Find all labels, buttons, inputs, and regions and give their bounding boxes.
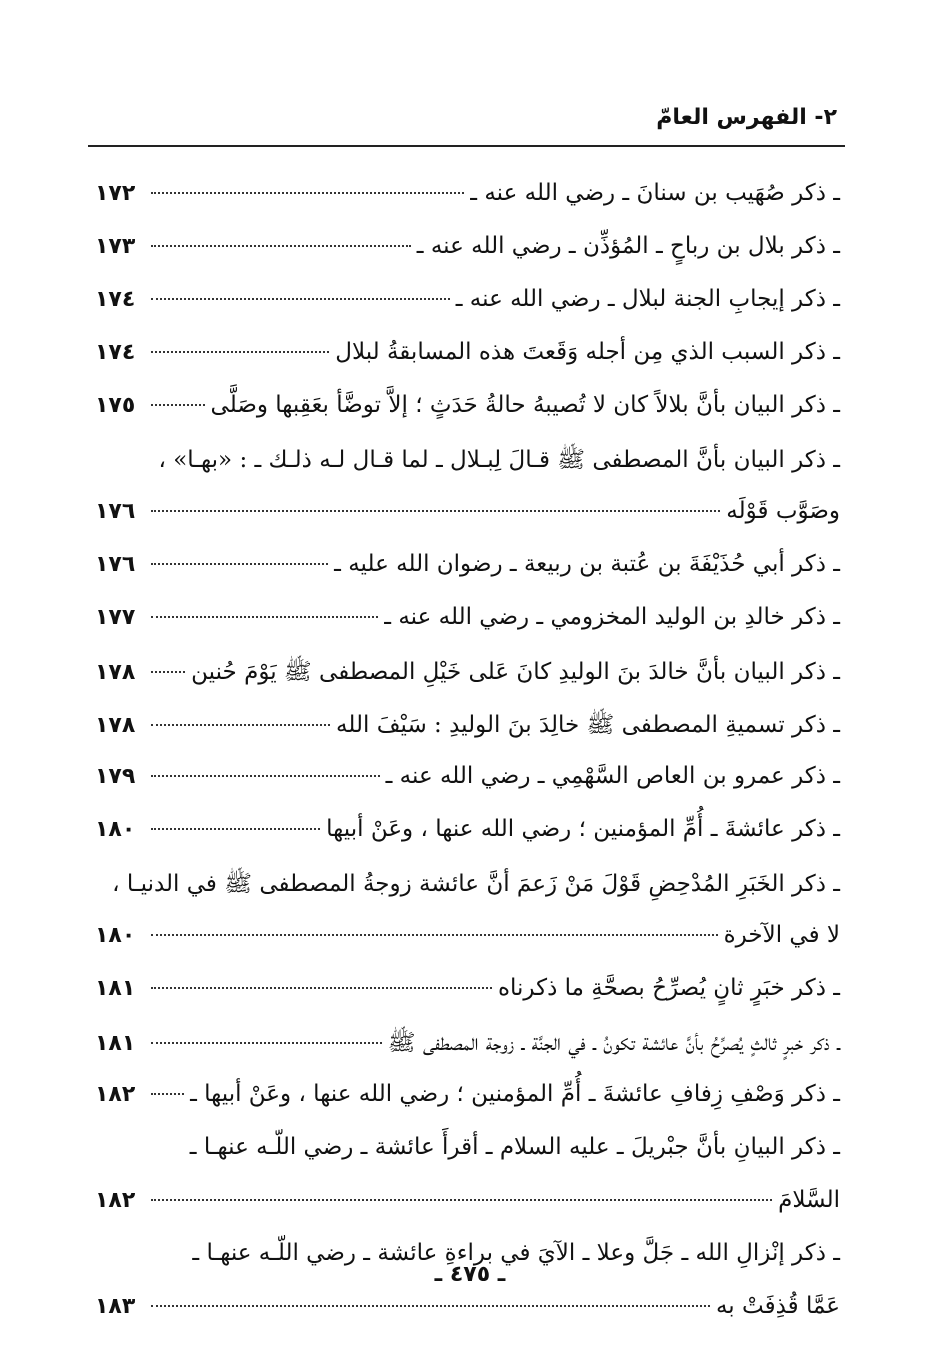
entry-page-number: ١٧٢ [95,181,136,206]
entry-text: ـ ذكر تسميةِ المصطفى ﷺ خالِدَ بنَ الوليدِ : سَيْفَ الله [336,712,840,738]
entry-page-number: ١٧٤ [95,340,136,365]
dot-leader [151,724,330,726]
entry-page-number: ١٧٧ [95,605,136,630]
entry-page-number: ١٧٣ [95,234,136,259]
entry-page-number: ١٧٦ [95,499,136,524]
entry-page-number: ١٨٠ [95,923,136,948]
entry-text: السَّلامَ [778,1187,840,1213]
entry-page-number: ١٨١ [95,1031,136,1056]
dot-leader [151,245,411,247]
header-title: ٢- الفهرس العامّ [656,105,837,130]
index-entry [95,286,840,339]
entry-page-number: ١٧٥ [95,393,136,418]
index-entry [95,816,840,869]
entry-text: ـ ذكر البيان بأنَّ خالدَ بنَ الوليدِ كانَ عَلى خَيْلِ المصطفى ﷺ يَوْمَ حُنين [191,659,840,685]
entry-page-number: ١٧٩ [95,764,136,789]
entry-text: ـ ذكر الخَبَرِ المُدْحِضِ قَوْلَ مَنْ زَعمَ أنَّ عائشة زوجةُ المصطفى ﷺ في الدنيـا ، [112,871,840,897]
entry-page-number: ١٨٠ [95,817,136,842]
index-entry [95,763,840,816]
index-entry [95,922,840,975]
index-entry [95,657,840,710]
entry-page-number: ١٧٨ [95,660,136,685]
dot-leader [151,1042,382,1044]
entry-text: ـ ذكر خبَرٍ ثانٍ يُصرِّحُ بصحَّةِ ما ذكرناه [497,975,840,1001]
dot-leader [151,775,380,777]
dot-leader [151,1093,184,1095]
entry-text: ـ ذكر البيان بأنَّ بلالاً كان لا تُصيبهُ حالةُ حَدَثٍ ؛ إلاَّ توضَّأ بعَقِبها وصَلَّى [210,392,840,418]
entry-text: ـ ذكر وَصْفِ زِفافِ عائشةَ ـ أُمِّ المؤمنين ؛ رضي الله عنها ، وعَنْ أبيها ـ [190,1081,840,1107]
dot-leader [151,671,185,673]
index-entry [95,975,840,1028]
entry-text: ـ ذكر السبب الذي مِن أجله وَقَعتَ هذه المسابقةُ لبلال [335,339,840,365]
dot-leader [151,1305,710,1307]
entry-text: ـ ذكر عائشةَ ـ أُمِّ المؤمنين ؛ رضي الله عنها ، وعَنْ أبيها [326,816,840,842]
page-number: ـ ٤٧٥ ـ [434,1262,506,1287]
entry-page-number: ١٨٢ [95,1082,136,1107]
dot-leader [151,298,450,300]
dot-leader [151,934,718,936]
entry-text: ـ ذكر إيجابِ الجنة لبلال ـ رضي الله عنه ـ [455,286,840,312]
index-entry [95,1187,840,1240]
entry-page-number: ١٧٦ [95,552,136,577]
entry-text: ـ ذكر إنْزالِ الله ـ جَلَّ وعلا ـ الآيَ في براءةِ عائشة ـ رضي اللّـه عنهـا ـ [192,1240,840,1266]
entry-page-number: ١٧٤ [95,287,136,312]
dot-leader [151,828,320,830]
dot-leader [151,404,205,406]
index-entry [95,1028,840,1081]
index-entry [95,869,840,922]
dot-leader [151,510,720,512]
entry-text: ـ ذكر خالدِ بن الوليد المخزومي ـ رضي الله عنه ـ [384,604,840,630]
index-entry [95,180,840,233]
entry-text: ـ ذكر أبي حُذَيْفَةَ بن عُتبة بن ربيعة ـ رضوان الله عليه ـ [334,551,840,577]
index-entries [95,180,840,1346]
entry-text: لا في الآخرة [723,922,840,948]
index-entry [95,710,840,763]
index-entry [95,498,840,551]
entry-text: ـ ذكر البيانِ بأنَّ جبْريلَ ـ عليه السلام ـ أقرأَ عائشة ـ رضي اللّـه عنهـا ـ [189,1134,840,1160]
index-entry [95,1293,840,1346]
dot-leader [151,351,329,353]
entry-text: عَمَّا قُذِفَتْ به [715,1293,840,1319]
dot-leader [151,987,492,989]
dot-leader [151,192,464,194]
entry-page-number: ١٨٢ [95,1188,136,1213]
dot-leader [151,1199,772,1201]
entry-page-number: ١٨٣ [95,1294,136,1319]
entry-text: ـ ذكر خبرٍ ثالثٍ يُصرِّحُ بأنَّ عائشة تكونُ ـ في الجنَّة ـ زوجة المصطفى ﷺ [387,1030,840,1056]
index-entry [95,445,840,498]
index-entry [95,1134,840,1187]
index-entry [95,339,840,392]
index-entry [95,233,840,286]
entry-page-number: ١٧٨ [95,713,136,738]
entry-text: وصَوَّب قَوْلَه [726,498,840,524]
entry-text: ـ ذكر البيان بأنَّ المصطفى ﷺ قـالَ لِبـلال ـ لما قـال لـه ذلـك ـ : «بهـا» ، [158,447,840,473]
entry-text: ـ ذكر عمرو بن العاص السَّهْمِي ـ رضي الله عنه ـ [385,763,840,789]
index-entry [95,1081,840,1134]
dot-leader [151,563,328,565]
index-entry [95,604,840,657]
index-entry [95,551,840,604]
dot-leader [151,616,378,618]
entry-page-number: ١٨١ [95,976,136,1001]
running-header [88,103,845,147]
entry-text: ـ ذكر بلال بن رباحٍ ـ المُؤذِّن ـ رضي الله عنه ـ [416,233,840,259]
index-entry [95,392,840,445]
entry-text: ـ ذكر صُهَيب بن سنانَ ـ رضي الله عنه ـ [470,180,840,206]
